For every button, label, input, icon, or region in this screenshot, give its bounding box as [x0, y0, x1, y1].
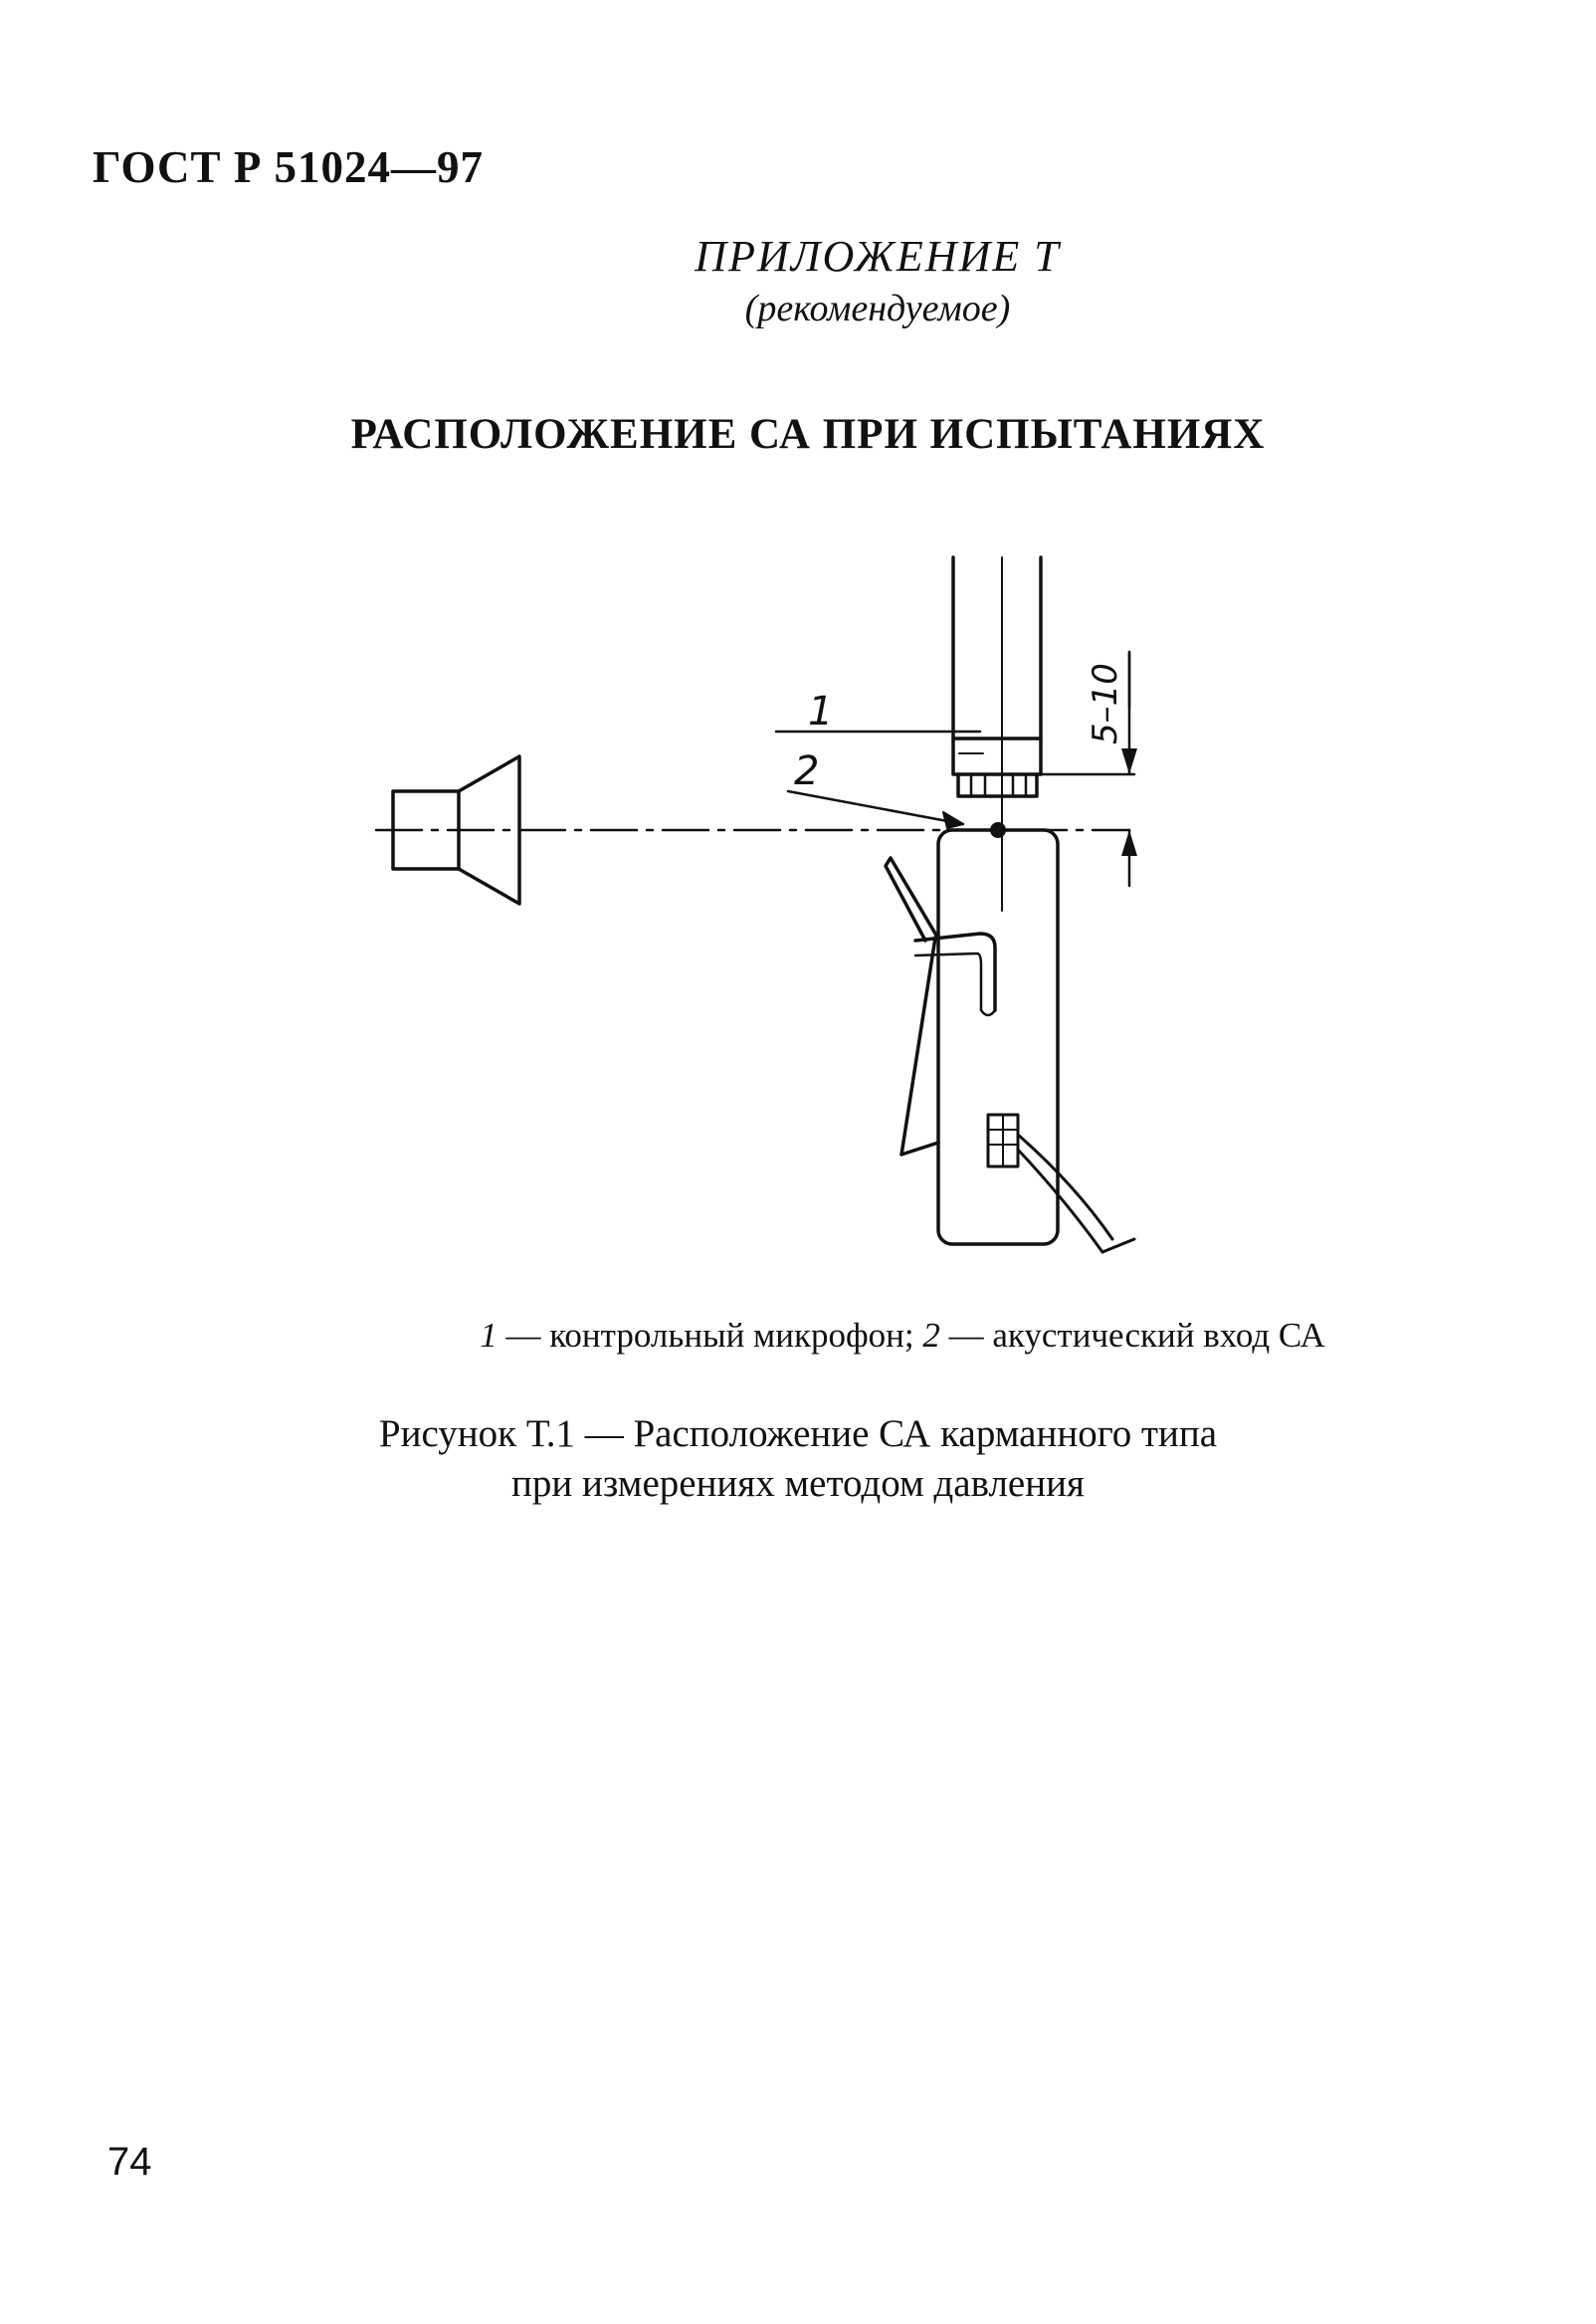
legend-num-2: 2	[922, 1316, 940, 1355]
document-code: ГОСТ Р 51024—97	[93, 142, 485, 192]
legend-text-1: — контрольный микрофон;	[497, 1316, 923, 1355]
callout-label-1: 1	[808, 689, 834, 735]
appendix-subtitle: (рекомендуемое)	[744, 288, 1011, 329]
dimension-label: 5–10	[1086, 663, 1125, 744]
page-number: 74	[107, 2140, 152, 2184]
figure-caption-line-2: при измерениях методом давления	[511, 1462, 1085, 1505]
legend-num-1: 1	[480, 1316, 498, 1355]
reference-microphone	[953, 557, 1041, 911]
leader-line-2	[788, 791, 963, 824]
legend-text-2: — акустический вход СА	[939, 1316, 1325, 1355]
figure-legend	[0, 1316, 1596, 1356]
figure-caption-line-1: Рисунок Т.1 — Расположение СА карманного типа	[378, 1412, 1218, 1455]
callout-label-2: 2	[794, 748, 820, 794]
hearing-aid-body	[886, 830, 1134, 1252]
section-title: РАСПОЛОЖЕНИЕ СА ПРИ ИСПЫТАНИЯХ	[350, 411, 1266, 458]
acoustic-input-marker	[990, 822, 1006, 838]
appendix-title: ПРИЛОЖЕНИЕ Т	[695, 232, 1061, 281]
